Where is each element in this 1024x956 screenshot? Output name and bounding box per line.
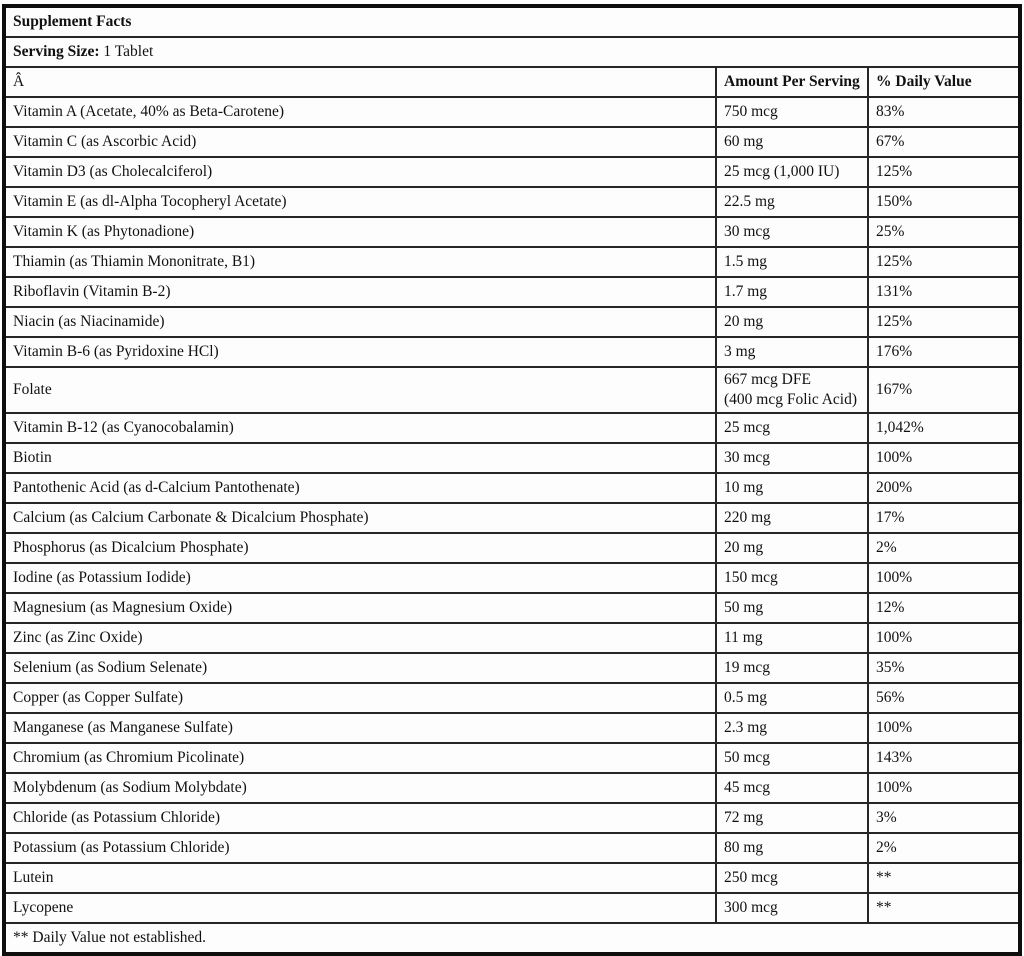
amount-per-serving: 20 mg xyxy=(716,533,868,563)
nutrient-name: Manganese (as Manganese Sulfate) xyxy=(4,713,716,743)
nutrient-name: Calcium (as Calcium Carbonate & Dicalcium Phosphate) xyxy=(4,503,716,533)
nutrient-name: Lycopene xyxy=(4,893,716,923)
daily-value: 125% xyxy=(868,307,1020,337)
column-header-name: Â xyxy=(4,67,716,97)
daily-value: 167% xyxy=(868,367,1020,413)
table-row xyxy=(4,803,1020,833)
nutrient-name: Vitamin C (as Ascorbic Acid) xyxy=(4,127,716,157)
nutrient-name: Thiamin (as Thiamin Mononitrate, B1) xyxy=(4,247,716,277)
nutrient-name: Biotin xyxy=(4,443,716,473)
amount-per-serving: 11 mg xyxy=(716,623,868,653)
amount-per-serving: 1.5 mg xyxy=(716,247,868,277)
serving-size-row xyxy=(4,37,1020,67)
nutrient-name: Vitamin B-12 (as Cyanocobalamin) xyxy=(4,413,716,443)
nutrient-name: Chromium (as Chromium Picolinate) xyxy=(4,743,716,773)
daily-value: 100% xyxy=(868,713,1020,743)
column-header-daily-value: % Daily Value xyxy=(868,67,1020,97)
nutrient-name: Iodine (as Potassium Iodide) xyxy=(4,563,716,593)
table-row xyxy=(4,833,1020,863)
column-header-row xyxy=(4,67,1020,97)
amount-per-serving: 30 mcg xyxy=(716,443,868,473)
table-body xyxy=(4,6,1020,954)
nutrient-name: Vitamin B-6 (as Pyridoxine HCl) xyxy=(4,337,716,367)
table-row xyxy=(4,277,1020,307)
footnote-row xyxy=(4,923,1020,954)
table-row xyxy=(4,593,1020,623)
amount-per-serving: 45 mcg xyxy=(716,773,868,803)
footnote: ** Daily Value not established. xyxy=(4,923,1020,954)
daily-value: 25% xyxy=(868,217,1020,247)
table-row xyxy=(4,773,1020,803)
amount-per-serving: 1.7 mg xyxy=(716,277,868,307)
table-row xyxy=(4,187,1020,217)
nutrient-name: Riboflavin (Vitamin B-2) xyxy=(4,277,716,307)
amount-per-serving: 220 mg xyxy=(716,503,868,533)
nutrient-name: Vitamin E (as dl-Alpha Tocopheryl Acetate) xyxy=(4,187,716,217)
amount-per-serving: 25 mcg xyxy=(716,413,868,443)
table-row xyxy=(4,713,1020,743)
nutrient-name: Vitamin K (as Phytonadione) xyxy=(4,217,716,247)
daily-value: 2% xyxy=(868,833,1020,863)
daily-value: 83% xyxy=(868,97,1020,127)
table-row xyxy=(4,863,1020,893)
nutrient-name: Pantothenic Acid (as d-Calcium Pantothenate) xyxy=(4,473,716,503)
daily-value: 143% xyxy=(868,743,1020,773)
amount-per-serving: 250 mcg xyxy=(716,863,868,893)
table-row xyxy=(4,157,1020,187)
serving-size-label: Serving Size: xyxy=(13,43,100,60)
serving-size-cell xyxy=(4,37,1020,67)
nutrient-name: Zinc (as Zinc Oxide) xyxy=(4,623,716,653)
nutrient-name: Copper (as Copper Sulfate) xyxy=(4,683,716,713)
amount-per-serving: 20 mg xyxy=(716,307,868,337)
amount-per-serving: 300 mcg xyxy=(716,893,868,923)
table-row xyxy=(4,307,1020,337)
daily-value: 125% xyxy=(868,157,1020,187)
table-row xyxy=(4,97,1020,127)
amount-per-serving: 50 mcg xyxy=(716,743,868,773)
amount-per-serving: 22.5 mg xyxy=(716,187,868,217)
table-row xyxy=(4,413,1020,443)
table-row xyxy=(4,337,1020,367)
daily-value: ** xyxy=(868,893,1020,923)
amount-per-serving: 0.5 mg xyxy=(716,683,868,713)
amount-per-serving: 50 mg xyxy=(716,593,868,623)
nutrient-name: Selenium (as Sodium Selenate) xyxy=(4,653,716,683)
amount-per-serving: 2.3 mg xyxy=(716,713,868,743)
daily-value: 100% xyxy=(868,773,1020,803)
daily-value: 56% xyxy=(868,683,1020,713)
table-row xyxy=(4,893,1020,923)
amount-per-serving: 750 mcg xyxy=(716,97,868,127)
daily-value: 200% xyxy=(868,473,1020,503)
nutrient-name: Chloride (as Potassium Chloride) xyxy=(4,803,716,833)
table-row xyxy=(4,217,1020,247)
daily-value: ** xyxy=(868,863,1020,893)
daily-value: 1,042% xyxy=(868,413,1020,443)
column-header-amount: Amount Per Serving xyxy=(716,67,868,97)
table-row xyxy=(4,533,1020,563)
amount-per-serving: 30 mcg xyxy=(716,217,868,247)
table-row xyxy=(4,247,1020,277)
table-row xyxy=(4,653,1020,683)
nutrient-name: Folate xyxy=(4,367,716,413)
table-row xyxy=(4,127,1020,157)
table-title: Supplement Facts xyxy=(4,6,1020,37)
amount-per-serving: 25 mcg (1,000 IU) xyxy=(716,157,868,187)
table-row xyxy=(4,623,1020,653)
amount-per-serving: 150 mcg xyxy=(716,563,868,593)
table-row xyxy=(4,367,1020,413)
daily-value: 3% xyxy=(868,803,1020,833)
daily-value: 2% xyxy=(868,533,1020,563)
amount-per-serving: 10 mg xyxy=(716,473,868,503)
daily-value: 67% xyxy=(868,127,1020,157)
table-row xyxy=(4,743,1020,773)
table-row xyxy=(4,503,1020,533)
amount-per-serving: 19 mcg xyxy=(716,653,868,683)
daily-value: 131% xyxy=(868,277,1020,307)
amount-per-serving: 667 mcg DFE (400 mcg Folic Acid) xyxy=(716,367,868,413)
daily-value: 12% xyxy=(868,593,1020,623)
supplement-facts-table xyxy=(2,4,1022,956)
nutrient-name: Vitamin A (Acetate, 40% as Beta-Carotene) xyxy=(4,97,716,127)
nutrient-name: Potassium (as Potassium Chloride) xyxy=(4,833,716,863)
amount-per-serving: 72 mg xyxy=(716,803,868,833)
table-row xyxy=(4,473,1020,503)
nutrient-name: Lutein xyxy=(4,863,716,893)
daily-value: 17% xyxy=(868,503,1020,533)
daily-value: 150% xyxy=(868,187,1020,217)
table-row xyxy=(4,443,1020,473)
daily-value: 100% xyxy=(868,563,1020,593)
table-row xyxy=(4,683,1020,713)
amount-per-serving: 80 mg xyxy=(716,833,868,863)
title-row xyxy=(4,6,1020,37)
daily-value: 35% xyxy=(868,653,1020,683)
serving-size-value: 1 Tablet xyxy=(103,43,154,60)
nutrient-name: Niacin (as Niacinamide) xyxy=(4,307,716,337)
nutrient-name: Magnesium (as Magnesium Oxide) xyxy=(4,593,716,623)
daily-value: 125% xyxy=(868,247,1020,277)
nutrient-name: Phosphorus (as Dicalcium Phosphate) xyxy=(4,533,716,563)
daily-value: 100% xyxy=(868,623,1020,653)
nutrient-name: Vitamin D3 (as Cholecalciferol) xyxy=(4,157,716,187)
daily-value: 176% xyxy=(868,337,1020,367)
amount-per-serving: 60 mg xyxy=(716,127,868,157)
table-row xyxy=(4,563,1020,593)
nutrient-name: Molybdenum (as Sodium Molybdate) xyxy=(4,773,716,803)
amount-per-serving: 3 mg xyxy=(716,337,868,367)
daily-value: 100% xyxy=(868,443,1020,473)
